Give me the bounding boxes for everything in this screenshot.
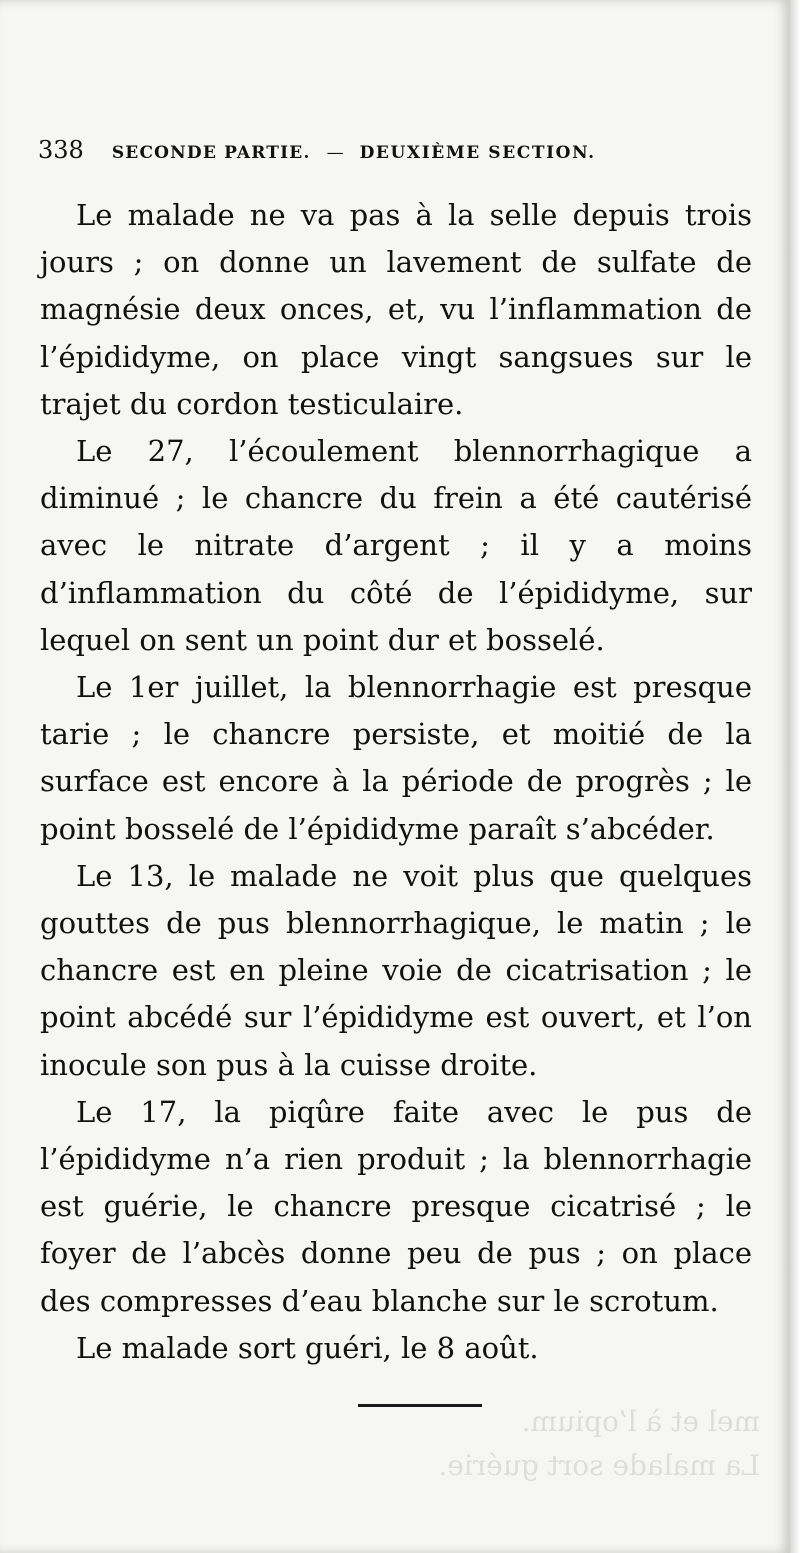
paragraph: Le malade ne va pas à la selle depuis trois jours ; on donne un lavement de sulfate de magnésie deux onces, et, vu l’inflammation de l’épididyme, on place vingt sangsues sur le trajet du cordon testiculaire. bbox=[40, 198, 752, 421]
show-through-line: mel et à l’opium. bbox=[521, 1405, 760, 1438]
running-head-dash: — bbox=[326, 143, 344, 163]
page-edge bbox=[790, 0, 800, 1553]
paragraph: Le 1er juillet, la blennorrhagie est presque tarie ; le chancre persiste, et moitié de la surface est encore à la période de progrès ; le point bosselé de l’épididyme paraît s’abcéder. bbox=[40, 670, 752, 846]
running-head-section: DEUXIÈME SECTION. bbox=[359, 143, 596, 163]
paragraph: Le 17, la piqûre faite avec le pus de l’épididyme n’a rien produit ; la blennorrhagie est guérie, le chancre presque cicatrisé ; le foyer de l’abcès donne peu de pus ; on place des compresses d’eau blanche sur le scrotum. bbox=[40, 1094, 752, 1318]
show-through-line: La malade sort guérie. bbox=[438, 1449, 760, 1482]
body-text bbox=[40, 192, 752, 1372]
running-head-part: SECONDE PARTIE. bbox=[111, 143, 311, 163]
page-number: 338 bbox=[38, 136, 84, 164]
paragraph: Le 27, l’écoulement blennorrhagique a diminué ; le chancre du frein a été cautérisé avec le nitrate d’argent ; il y a moins d’inflammation du côté de l’épididyme, sur lequel on sent un point dur et bosselé. bbox=[40, 434, 752, 657]
running-head bbox=[38, 136, 728, 164]
paragraph: Le 13, le malade ne voit plus que quelques gouttes de pus blennorrhagique, le matin ; le chancre est en pleine voie de cicatrisation ; le point abcédé sur l’épididyme est ouvert, et l’on inocule son pus à la cuisse droite. bbox=[40, 858, 752, 1082]
show-through-text bbox=[80, 1400, 760, 1488]
paragraph: Le malade sort guéri, le 8 août. bbox=[76, 1330, 539, 1365]
